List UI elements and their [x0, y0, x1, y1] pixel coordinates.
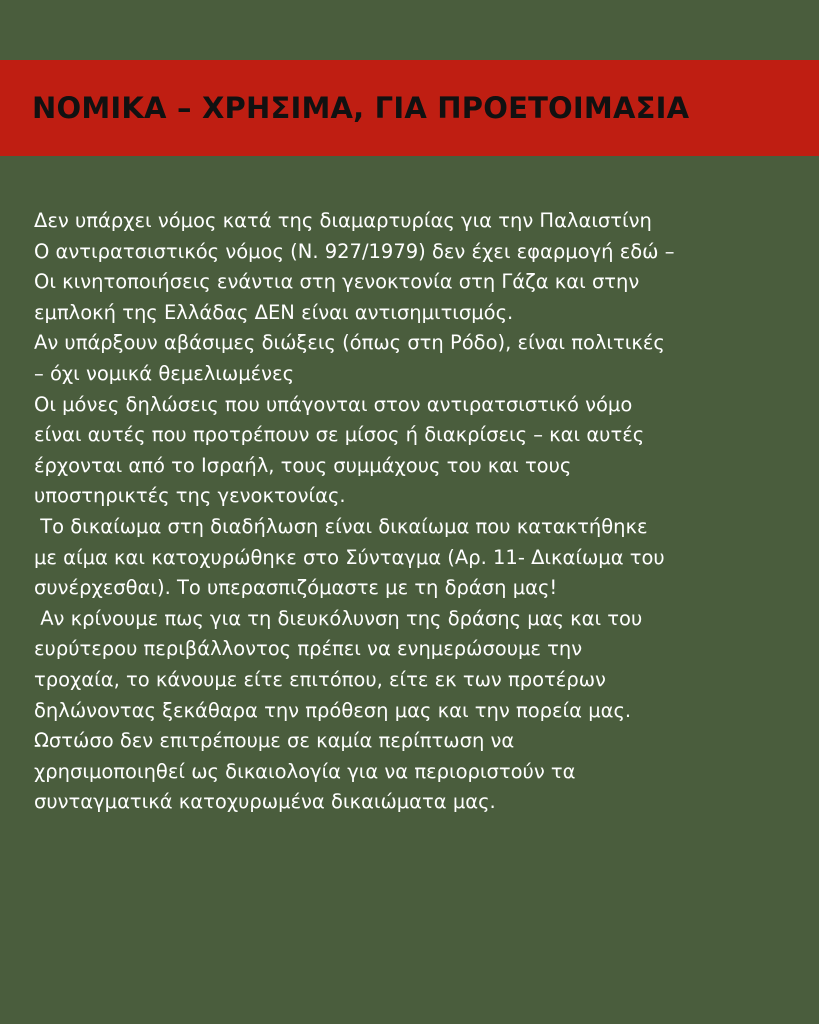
- text-line: συνέρχεσθαι). Το υπερασπιζόμαστε με τη δράση μας!: [34, 576, 558, 600]
- text-line: Δεν υπάρχει νόμος κατά της διαμαρτυρίας για την Παλαιστίνη: [34, 209, 652, 232]
- page-title: ΝΟΜΙΚΑ – ΧΡΗΣΙΜΑ, ΓΙΑ ΠΡΟΕΤΟΙΜΑΣΙΑ: [32, 91, 690, 125]
- text-line: – όχι νομικά θεμελιωμένες: [34, 361, 295, 385]
- title-banner: [0, 60, 819, 156]
- text-line: Ο αντιρατσιστικός νόμος (Ν. 927/1979) δεν έχει εφαρμογή εδώ –: [34, 239, 675, 263]
- text-line: χρησιμοποιηθεί ως δικαιολογία για να περιοριστούν τα: [34, 759, 576, 783]
- text-line: έρχονται από το Ισραήλ, τους συμμάχους του και τους: [34, 453, 572, 477]
- text-line: Οι μόνες δηλώσεις που υπάγονται στον αντιρατσιστικό νόμο: [34, 392, 633, 416]
- legal-notes-text: [34, 206, 804, 818]
- text-line: συνταγματικά κατοχυρωμένα δικαιώματα μας.: [34, 790, 496, 814]
- text-line: είναι αυτές που προτρέπουν σε μίσος ή διακρίσεις – και αυτές: [34, 423, 645, 447]
- text-line: υποστηρικτές της γενοκτονίας.: [34, 484, 346, 508]
- text-line: Οι κινητοποιήσεις ενάντια στη γενοκτονία στη Γάζα και στην: [34, 270, 640, 294]
- text-line: ευρύτερου περιβάλλοντος πρέπει να ενημερώσουμε την: [34, 637, 583, 661]
- text-line: Ωστώσο δεν επιτρέπουμε σε καμία περίπτωση να: [34, 729, 515, 753]
- text-line: Το δικαίωμα στη διαδήλωση είναι δικαίωμα που κατακτήθηκε: [34, 514, 648, 538]
- text-line: δηλώνοντας ξεκάθαρα την πρόθεση μας και την πορεία μας.: [34, 698, 632, 722]
- text-line: Αν υπάρξουν αβάσιμες διώξεις (όπως στη Ρόδο), είναι πολιτικές: [34, 331, 665, 355]
- text-line: Αν κρίνουμε πως για τη διευκόλυνση της δράσης μας και του: [34, 606, 643, 630]
- text-line: τροχαία, το κάνουμε είτε επιτόπου, είτε εκ των προτέρων: [34, 667, 606, 691]
- text-line: με αίμα και κατοχυρώθηκε στο Σύνταγμα (Αρ. 11- Δικαίωμα του: [34, 545, 665, 569]
- text-line: εμπλοκή της Ελλάδας ΔΕΝ είναι αντισημιτισμός.: [34, 300, 514, 324]
